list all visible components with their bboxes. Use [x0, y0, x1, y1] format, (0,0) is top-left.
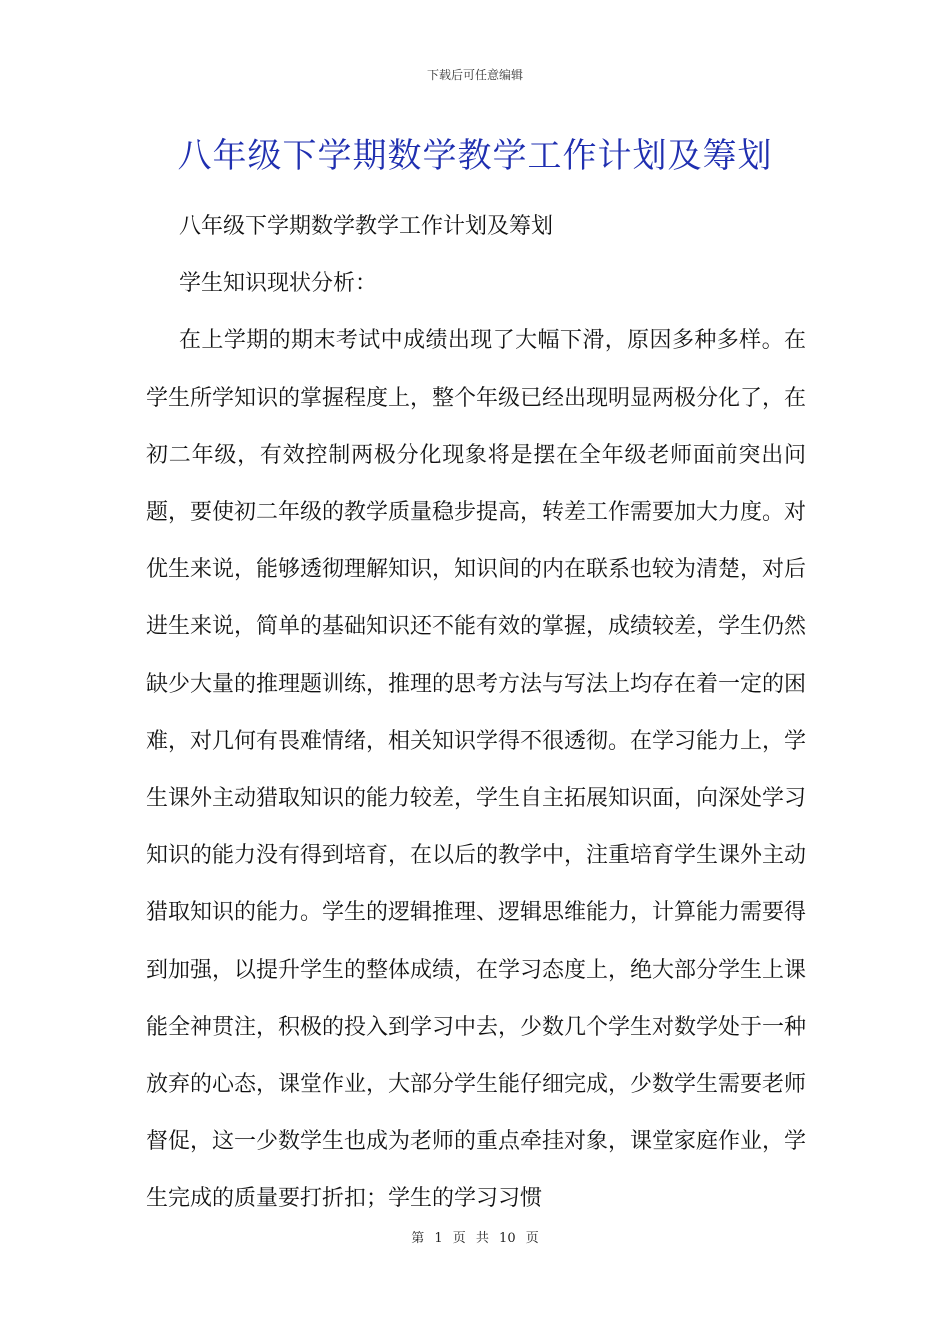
body-paragraph: 在上学期的期末考试中成绩出现了大幅下滑，原因多种多样。在学生所学知识的掌握程度上，整个年级已经出现明显两极分化了，在初二年级，有效控制两极分化现象将是摆在全年级老师面前突出问题，要使初二年级的教学质量稳步提高，转差工作需要加大力度。对优生来说，能够透彻理解知识，知识间的内在联系也较为清楚，对后进生来说，简单的基础知识还不能有效的掌握，成绩较差，学生仍然缺少大量的推理题训练，推理的思考方法与写法上均存在着一定的困难，对几何有畏难情绪，相关知识学得不很透彻。在学习能力上，学生课外主动猎取知识的能力较差，学生自主拓展知识面，向深处学习知识的能力没有得到培育，在以后的教学中，注重培育学生课外主动猎取知识的能力。学生的逻辑推理、逻辑思维能力，计算能力需要得到加强，以提升学生的整体成绩，在学习态度上，绝大部分学生上课能全神贯注，积极的投入到学习中去，少数几个学生对数学处于一种放弃的心态，课堂作业，大部分学生能仔细完成，少数学生需要老师督促，这一少数学生也成为老师的重点牵挂对象，课堂家庭作业，学生完成的质量要打折扣；学生的学习习惯 [146, 328, 807, 1212]
header-note: 下载后可任意编辑 [426, 68, 523, 82]
page-number: 第 1 页 共 10 页 [411, 1231, 539, 1246]
subtitle-paragraph: 八年级下学期数学教学工作计划及筹划 [179, 214, 554, 239]
document-body [146, 198, 806, 1228]
document-title: 八年级下学期数学教学工作计划及筹划 [177, 136, 773, 176]
section-heading: 学生知识现状分析： [179, 271, 378, 297]
